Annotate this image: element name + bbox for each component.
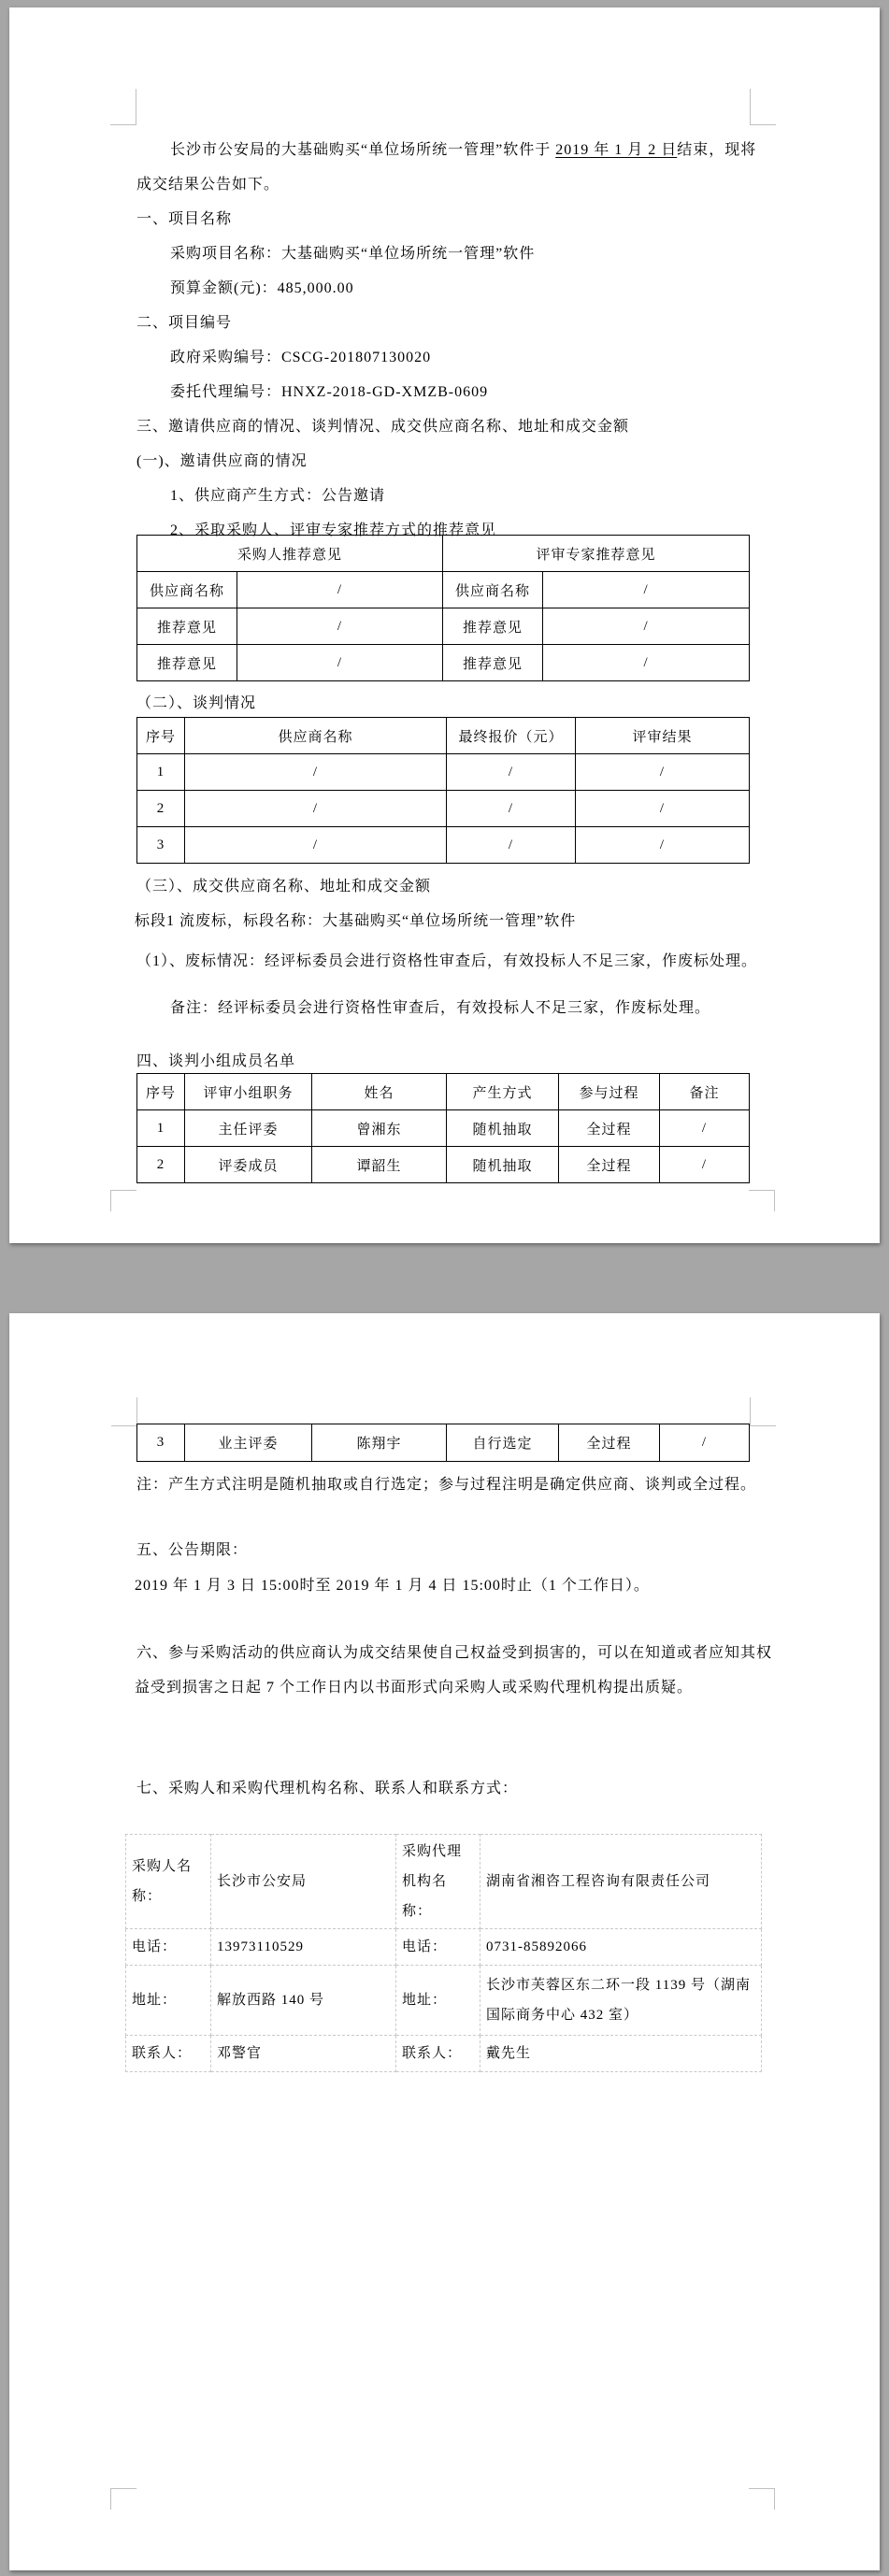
table-cell: 0731-85892066 [480, 1929, 762, 1966]
recommendation-line: 2、采取采购人、评审专家推荐方式的推荐意见 [170, 522, 497, 538]
table-cell: 1 [137, 1110, 185, 1147]
section-3-2-heading: （二）、谈判情况 [136, 695, 257, 711]
table-row [137, 1074, 750, 1110]
table-cell: 全过程 [559, 1147, 660, 1183]
table-cell: 2 [137, 791, 185, 827]
margin-mark-bottom-left [110, 2488, 136, 2510]
table-cell: 供应商名称 [443, 572, 543, 608]
table-cell: 联系人： [126, 2036, 211, 2072]
table-cell: / [447, 791, 576, 827]
table-cell: 推荐意见 [443, 608, 543, 645]
table-row [137, 1424, 750, 1462]
table-row [126, 1929, 762, 1966]
intro-line-2: 成交结果公告如下。 [136, 177, 280, 193]
table-row [137, 1110, 750, 1147]
table-cell: 备注 [660, 1074, 750, 1110]
section-3-heading: 三、邀请供应商的情况、谈判情况、成交供应商名称、地址和成交金额 [136, 419, 630, 435]
table-cell: / [660, 1147, 750, 1183]
table-cell: 姓名 [312, 1074, 447, 1110]
announcement-period-line: 2019 年 1 月 3 日 15:00时至 2019 年 1 月 4 日 15:00时止（1 个工作日）。 [135, 1578, 650, 1594]
table-cell: 全过程 [559, 1110, 660, 1147]
table-row [137, 572, 750, 608]
table-cell: 采购人推荐意见 [137, 536, 443, 572]
table-cell: / [576, 791, 750, 827]
table-cell: 长沙市芙蓉区东二环一段 1139 号（湖南国际商务中心 432 室） [480, 1966, 762, 2036]
table-cell: 随机抽取 [447, 1147, 559, 1183]
table-cell: 自行选定 [447, 1424, 559, 1462]
intro-text-post: 结束，现将 [677, 142, 757, 158]
table-cell: 曾湘东 [312, 1110, 447, 1147]
table-cell: 陈翔宇 [312, 1424, 447, 1462]
table-cell: 主任评委 [185, 1110, 312, 1147]
failed-bid-line: （1）、废标情况：经评标委员会进行资格性审查后，有效投标人不足三家，作废标处理。 [136, 953, 758, 969]
table-cell: / [185, 791, 447, 827]
margin-mark-bottom-right [749, 2488, 775, 2510]
budget-line: 预算金额(元)：485,000.00 [170, 280, 354, 296]
table-cell: 3 [137, 1424, 185, 1462]
table-cell: 随机抽取 [447, 1110, 559, 1147]
table-cell: / [660, 1424, 750, 1462]
table-cell: 13973110529 [211, 1929, 396, 1966]
table-row [126, 1966, 762, 2036]
table-cell: 供应商名称 [185, 718, 447, 754]
table-cell: / [447, 827, 576, 864]
table-cell: 参与过程 [559, 1074, 660, 1110]
table-row [137, 791, 750, 827]
table-cell: / [185, 754, 447, 791]
table-cell: / [447, 754, 576, 791]
project-name-line: 采购项目名称：大基础购买“单位场所统一管理”软件 [170, 246, 536, 262]
table-row [137, 718, 750, 754]
table-cell: 长沙市公安局 [211, 1835, 396, 1929]
table-cell: 3 [137, 827, 185, 864]
margin-mark-bottom-left [110, 1190, 136, 1211]
table-cell: 序号 [137, 718, 185, 754]
table-cell: / [185, 827, 447, 864]
section-6-line-1: 六、参与采购活动的供应商认为成交结果使自己权益受到损害的，可以在知道或者应知其权 [136, 1645, 773, 1661]
table-cell: 评委成员 [185, 1147, 312, 1183]
table-cell: / [576, 754, 750, 791]
recommendation-table [136, 535, 750, 681]
section-1-heading: 一、项目名称 [136, 211, 233, 227]
table-row [137, 1147, 750, 1183]
table-cell: 业主评委 [185, 1424, 312, 1462]
section-5-heading: 五、公告期限： [136, 1542, 249, 1558]
section-6-line-2: 益受到损害之日起 7 个工作日内以书面形式向采购人或采购代理机构提出质疑。 [135, 1680, 694, 1696]
table-cell: 产生方式 [447, 1074, 559, 1110]
remark-line: 备注：经评标委员会进行资格性审查后，有效投标人不足三家，作废标处理。 [170, 1000, 711, 1016]
table-cell: / [660, 1110, 750, 1147]
section-2-heading: 二、项目编号 [136, 315, 233, 331]
section-3-3-heading: （三）、成交供应商名称、地址和成交金额 [136, 879, 432, 894]
margin-mark-top-right [750, 89, 776, 125]
intro-text-pre: 长沙市公安局的大基础购买“单位场所统一管理”软件于 [170, 142, 556, 158]
margin-mark-top-right [750, 1397, 776, 1426]
table-cell: 地址： [396, 1966, 480, 2036]
table-cell: 湖南省湘咨工程咨询有限责任公司 [480, 1835, 762, 1929]
table-cell: / [237, 608, 443, 645]
table-cell: 电话： [126, 1929, 211, 1966]
negotiation-table [136, 717, 750, 864]
table-cell: 全过程 [559, 1424, 660, 1462]
table-cell: 最终报价（元） [447, 718, 576, 754]
table-cell: 联系人： [396, 2036, 480, 2072]
table-cell: / [543, 572, 750, 608]
table-cell: 解放西路 140 号 [211, 1966, 396, 2036]
table-row [137, 645, 750, 681]
lot-line: 标段1 流废标，标段名称：大基础购买“单位场所统一管理”软件 [135, 913, 577, 929]
table-cell: 邓警官 [211, 2036, 396, 2072]
margin-mark-top-left [111, 1397, 137, 1426]
table-cell: 推荐意见 [443, 645, 543, 681]
supplier-mode-line: 1、供应商产生方式：公告邀请 [170, 488, 386, 504]
document-page-2 [9, 1313, 880, 2570]
table-cell: 供应商名称 [137, 572, 237, 608]
table-row [137, 608, 750, 645]
table-cell: / [543, 608, 750, 645]
table-row [137, 827, 750, 864]
table-cell: 评审小组职务 [185, 1074, 312, 1110]
section-3-1-heading: (一)、邀请供应商的情况 [136, 453, 308, 469]
document-page-1 [9, 7, 880, 1243]
intro-date-underlined: 2019 年 1 月 2 日 [555, 142, 678, 158]
table-cell: / [576, 827, 750, 864]
table-cell: 地址： [126, 1966, 211, 2036]
table-cell: 序号 [137, 1074, 185, 1110]
panel-note-line: 注：产生方式注明是随机抽取或自行选定；参与过程注明是确定供应商、谈判或全过程。 [136, 1477, 757, 1493]
table-row [137, 536, 750, 572]
agency-no-line: 委托代理编号：HNXZ-2018-GD-XMZB-0609 [170, 384, 489, 400]
table-cell: 电话： [396, 1929, 480, 1966]
table-cell: / [543, 645, 750, 681]
table-cell: 2 [137, 1147, 185, 1183]
table-cell: 采购人名称： [126, 1835, 211, 1929]
intro-line-1 [170, 140, 756, 160]
table-row [126, 1835, 762, 1929]
table-row [137, 754, 750, 791]
section-4-heading: 四、谈判小组成员名单 [136, 1053, 296, 1069]
margin-mark-top-left [110, 89, 136, 125]
margin-mark-bottom-right [749, 1190, 775, 1211]
panel-member-table-continued [136, 1424, 750, 1462]
table-row [126, 2036, 762, 2072]
table-cell: 评审专家推荐意见 [443, 536, 750, 572]
table-cell: / [237, 645, 443, 681]
table-cell: / [237, 572, 443, 608]
table-cell: 戴先生 [480, 2036, 762, 2072]
table-cell: 1 [137, 754, 185, 791]
contact-table [125, 1834, 762, 2072]
table-cell: 评审结果 [576, 718, 750, 754]
table-cell: 推荐意见 [137, 645, 237, 681]
section-7-heading: 七、采购人和采购代理机构名称、联系人和联系方式： [136, 1781, 519, 1796]
table-cell: 推荐意见 [137, 608, 237, 645]
table-cell: 谭韶生 [312, 1147, 447, 1183]
table-cell: 采购代理机构名称： [396, 1835, 480, 1929]
panel-member-table [136, 1073, 750, 1183]
gov-procurement-no-line: 政府采购编号：CSCG-201807130020 [170, 350, 432, 365]
